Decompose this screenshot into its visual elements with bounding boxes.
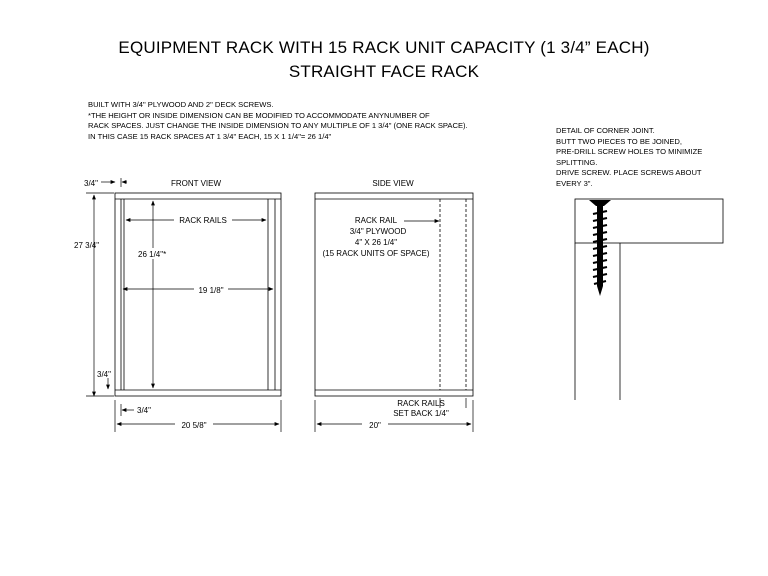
svg-text:19 1/8": 19 1/8" — [198, 286, 224, 295]
svg-text:3/4": 3/4" — [137, 406, 151, 415]
detail-line: DRIVE SCREW. PLACE SCREWS ABOUT — [556, 168, 702, 177]
inside-height-dimension — [136, 201, 170, 388]
detail-line: DETAIL OF CORNER JOINT. — [556, 126, 655, 135]
note-line: RACK SPACES. JUST CHANGE THE INSIDE DIMENSION TO ANY MULTIPLE OF 1 3/4" (ONE RACK SPACE). — [88, 121, 468, 130]
svg-text:RACK RAILS: RACK RAILS — [397, 399, 445, 408]
detail-line: SPLITTING. — [556, 157, 598, 167]
front-view-label: FRONT VIEW — [170, 179, 222, 188]
detail-line: EVERY 3". — [556, 178, 593, 188]
svg-text:3/4" PLYWOOD: 3/4" PLYWOOD — [349, 227, 407, 236]
note-line: IN THIS CASE 15 RACK SPACES AT 1 3/4" EACH, 15 X 1 1/4"= 26 1/4" — [88, 131, 332, 141]
svg-text:20 5/8": 20 5/8" — [181, 421, 207, 430]
svg-text:27 3/4": 27 3/4" — [74, 241, 100, 250]
top-thickness-dimension — [84, 178, 127, 188]
svg-text:RACK RAIL: RACK RAIL — [354, 216, 398, 225]
svg-text:SET BACK 1/4": SET BACK 1/4" — [393, 409, 449, 418]
note-line: *THE HEIGHT OR INSIDE DIMENSION CAN BE MODIFIED TO ACCOMMODATE ANYNUMBER OF — [88, 110, 430, 120]
rack-rail-callout — [323, 216, 439, 258]
svg-text:3/4": 3/4" — [84, 179, 98, 188]
bottom-thickness-dimension — [97, 370, 111, 389]
svg-text:20": 20" — [369, 421, 381, 430]
svg-text:26 1/4"*: 26 1/4"* — [138, 250, 167, 259]
svg-text:4" X 26 1/4": 4" X 26 1/4" — [354, 238, 398, 247]
detail-line: BUTT TWO PIECES TO BE JOINED, — [556, 136, 683, 146]
overall-width-dimension — [117, 400, 281, 432]
rails-setback-callout — [393, 398, 466, 418]
diagram-title-line-1: EQUIPMENT RACK WITH 15 RACK UNIT CAPACITY (1 3/4” EACH) — [118, 38, 650, 57]
overall-height-dimension — [74, 193, 114, 396]
deck-screw-icon — [589, 200, 611, 296]
note-line: BUILT WITH 3/4" PLYWOOD AND 2" DECK SCREWS. — [88, 100, 274, 109]
svg-text:(15 RACK UNITS OF SPACE): (15 RACK UNITS OF SPACE) — [322, 249, 430, 258]
detail-line: PRE-DRILL SCREW HOLES TO MINIMIZE — [556, 147, 703, 156]
svg-text:3/4": 3/4" — [97, 370, 111, 379]
diagram-title-line-2: STRAIGHT FACE RACK — [288, 62, 480, 81]
rack-rails-dimension — [126, 214, 266, 225]
svg-text:RACK RAILS: RACK RAILS — [179, 216, 227, 225]
side-thickness-dimension — [115, 400, 151, 432]
inside-width-dimension — [123, 284, 273, 295]
side-view-label: SIDE VIEW — [372, 179, 414, 188]
